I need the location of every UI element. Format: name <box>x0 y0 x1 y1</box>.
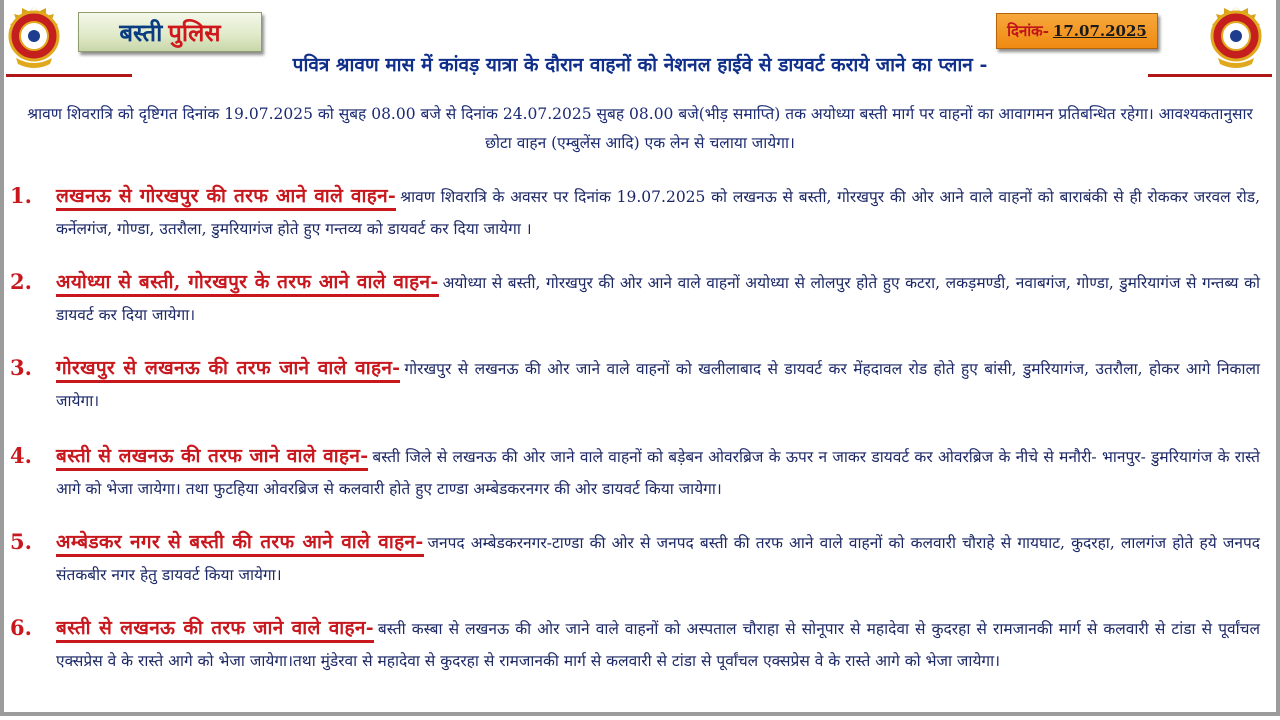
brand-part1: बस्ती <box>119 17 163 47</box>
item-paragraph <box>56 266 1260 331</box>
item-heading: लखनऊ से गोरखपुर की तरफ आने वाले वाहन- <box>56 185 396 211</box>
item-paragraph <box>56 352 1260 417</box>
item-text: बस्ती जिले से लखनऊ की ओर जाने वाले वाहनों को बड़ेबन ओवरब्रिज के ऊपर न जाकर डायवर्ट कर ओवरब्रिज के नीचे से मनौरी- भानपुर- डुमरियागंज के रास्ते आगे को भेजा जायेगा। तथा फुटहिया ओवरब्रिज से कलवारी होते हुए टाण्डा अम्बेडकरनगर की ओर डायवर्ट किया जायेगा। <box>56 448 1260 498</box>
date-badge <box>996 13 1158 49</box>
item-text: बस्ती कस्बा से लखनऊ की ओर जाने वाले वाहनों को अस्पताल चौराहा से सोनूपार से महादेवा से कुदरहा से रामजानकी मार्ग से कलवारी से टांडा से पूर्वांचल एक्सप्रेस वे के रास्ते आगे को भेजा जायेगा।तथा मुंडेरवा से महादेवा से कुदरहा से रामजानकी मार्ग से कलवारी से टांडा से पूर्वांचल एक्सप्रेस वे के रास्ते आगे को भेजा जायेगा। <box>56 620 1260 670</box>
item-text: श्रावण शिवरात्रि के अवसर पर दिनांक 19.07.2025 को लखनऊ से बस्ती, गोरखपुर की ओर आने वाले वाहनों को बाराबंकी से ही रोककर जरवल रोड, कर्नेलगंज, गोण्डा, उतरौला, डुमरियागंज होते हुए गन्तव्य को डायवर्ट कर दिया जायेगा । <box>56 188 1260 238</box>
brand-part2: पुलिस <box>168 17 221 47</box>
title-rule-left <box>6 74 132 77</box>
item-heading: बस्ती से लखनऊ की तरफ जाने वाले वाहन- <box>56 445 368 471</box>
up-police-emblem-icon <box>2 2 66 70</box>
intro-paragraph: श्रावण शिवरात्रि को दृष्टिगत दिनांक 19.07.2025 को सुबह 08.00 बजे से दिनांक 24.07.2025 सुबह 08.00 बजे(भीड़ समाप्ति) तक अयोध्या बस्ती मार्ग पर वाहनों का आवागमन प्रतिबन्धित रहेगा। आवश्यकतानुसार छोटा वाहन (एम्बुलेंस आदि) एक लेन से चलाया जायेगा। <box>27 105 1253 152</box>
item-text: जनपद अम्बेडकरनगर-टाण्डा की ओर से जनपद बस्ती की तरफ आने वाले वाहनों को कलवारी चौराहे से गायघाट, कुदरहा, लालगंज होते हये जनपद संतकबीर नगर हेतु डायवर्ट किया जायेगा। <box>56 534 1260 584</box>
item-heading: अयोध्या से बस्ती, गोरखपुर के तरफ आने वाले वाहन- <box>56 271 439 297</box>
title-rule-right <box>1148 74 1272 77</box>
date-value: 17.07.2025 <box>1052 22 1147 40</box>
item-number: 4. <box>10 443 32 468</box>
date-label: दिनांक- <box>1007 22 1049 40</box>
item-paragraph <box>56 612 1260 677</box>
item-heading: अम्बेडकर नगर से बस्ती की तरफ आने वाले वाहन- <box>56 531 424 557</box>
item-paragraph <box>56 526 1260 591</box>
brand-banner <box>78 12 262 52</box>
item-number: 2. <box>10 269 32 294</box>
item-number: 6. <box>10 615 32 640</box>
item-heading: गोरखपुर से लखनऊ की तरफ जाने वाले वाहन- <box>56 357 400 383</box>
item-number: 1. <box>10 183 32 208</box>
item-paragraph <box>56 440 1260 505</box>
item-number: 5. <box>10 529 32 554</box>
item-paragraph <box>56 180 1260 245</box>
item-number: 3. <box>10 355 32 380</box>
item-text: गोरखपुर से लखनऊ की ओर जाने वाले वाहनों को खलीलाबाद से डायवर्ट कर मेंहदावल रोड होते हुए बांसी, डुमरियागंज, उतरौला, होकर आगे निकाला जायेगा। <box>56 360 1260 410</box>
page-title: पवित्र श्रावण मास में कांवड़ यात्रा के दौरान वाहनों को नेशनल हाईवे से डायवर्ट कराये जाने का प्लान - <box>292 54 988 76</box>
item-heading: बस्ती से लखनऊ की तरफ जाने वाले वाहन- <box>56 617 374 643</box>
item-text: अयोध्या से बस्ती, गोरखपुर की ओर आने वाले वाहनों अयोध्या से लोलपुर होते हुए कटरा, लकड़मण्डी, नवाबगंज, गोण्डा, डुमरियागंज से गन्तब्य को डायवर्ट कर दिया जायेगा। <box>56 274 1260 324</box>
up-police-emblem-icon <box>1204 2 1268 70</box>
